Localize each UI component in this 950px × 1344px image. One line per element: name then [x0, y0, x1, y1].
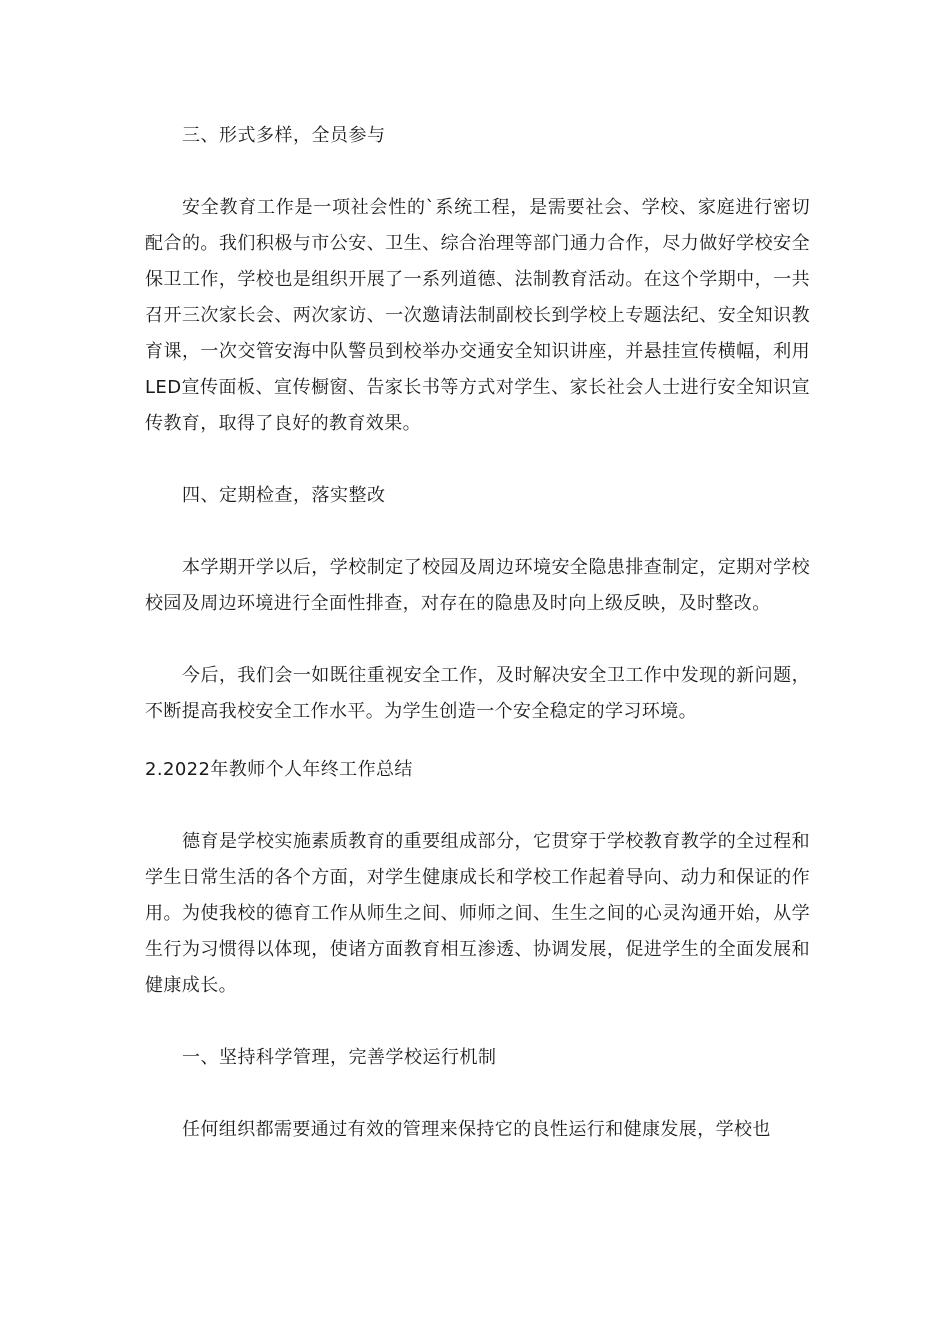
section-heading-4: 四、定期检查，落实整改: [182, 485, 386, 506]
paragraph-future: 今后，我们会一如既往重视安全工作，及时解决安全卫工作中发现的新问题，不断提高我校安全工作水平。为学生创造一个安全稳定的学习环境。: [145, 665, 810, 722]
paragraph-inspection: 本学期开学以后，学校制定了校园及周边环境安全隐患排查制定，定期对学校校园及周边环境进行全面性排查，对存在的隐患及时向上级反映，及时整改。: [145, 557, 810, 614]
article-subtitle: 2.2022年教师个人年终工作总结: [145, 759, 413, 780]
document-body: [145, 118, 810, 1148]
section-heading-1: 一、坚持科学管理，完善学校运行机制: [182, 1047, 497, 1068]
section-heading-3: 三、形式多样，全员参与: [182, 125, 386, 146]
paragraph-management: 任何组织都需要通过有效的管理来保持它的良性运行和健康发展，学校也: [182, 1119, 771, 1140]
paragraph-safety-education: 安全教育工作是一项社会性的`系统工程，是需要社会、学校、家庭进行密切配合的。我们积极与市公安、卫生、综合治理等部门通力合作，尽力做好学校安全保卫工作，学校也是组织开展了一系列道德、法制教育活动。在这个学期中，一共召开三次家长会、两次家访、一次邀请法制副校长到学校上专题法纪、安全知识教育课，一次交管安海中队警员到校举办交通安全知识讲座，并悬挂宣传横幅，利用LED宣传面板、宣传橱窗、告家长书等方式对学生、家长社会人士进行安全知识宣传教育，取得了良好的教育效果。: [145, 197, 810, 434]
paragraph-moral-education: 德育是学校实施素质教育的重要组成部分，它贯穿于学校教育教学的全过程和学生日常生活的各个方面，对学生健康成长和学校工作起着导向、动力和保证的作用。为使我校的德育工作从师生之间、师师之间、生生之间的心灵沟通开始，从学生行为习惯得以体现，使诸方面教育相互渗透、协调发展，促进学生的全面发展和健康成长。: [145, 831, 810, 996]
